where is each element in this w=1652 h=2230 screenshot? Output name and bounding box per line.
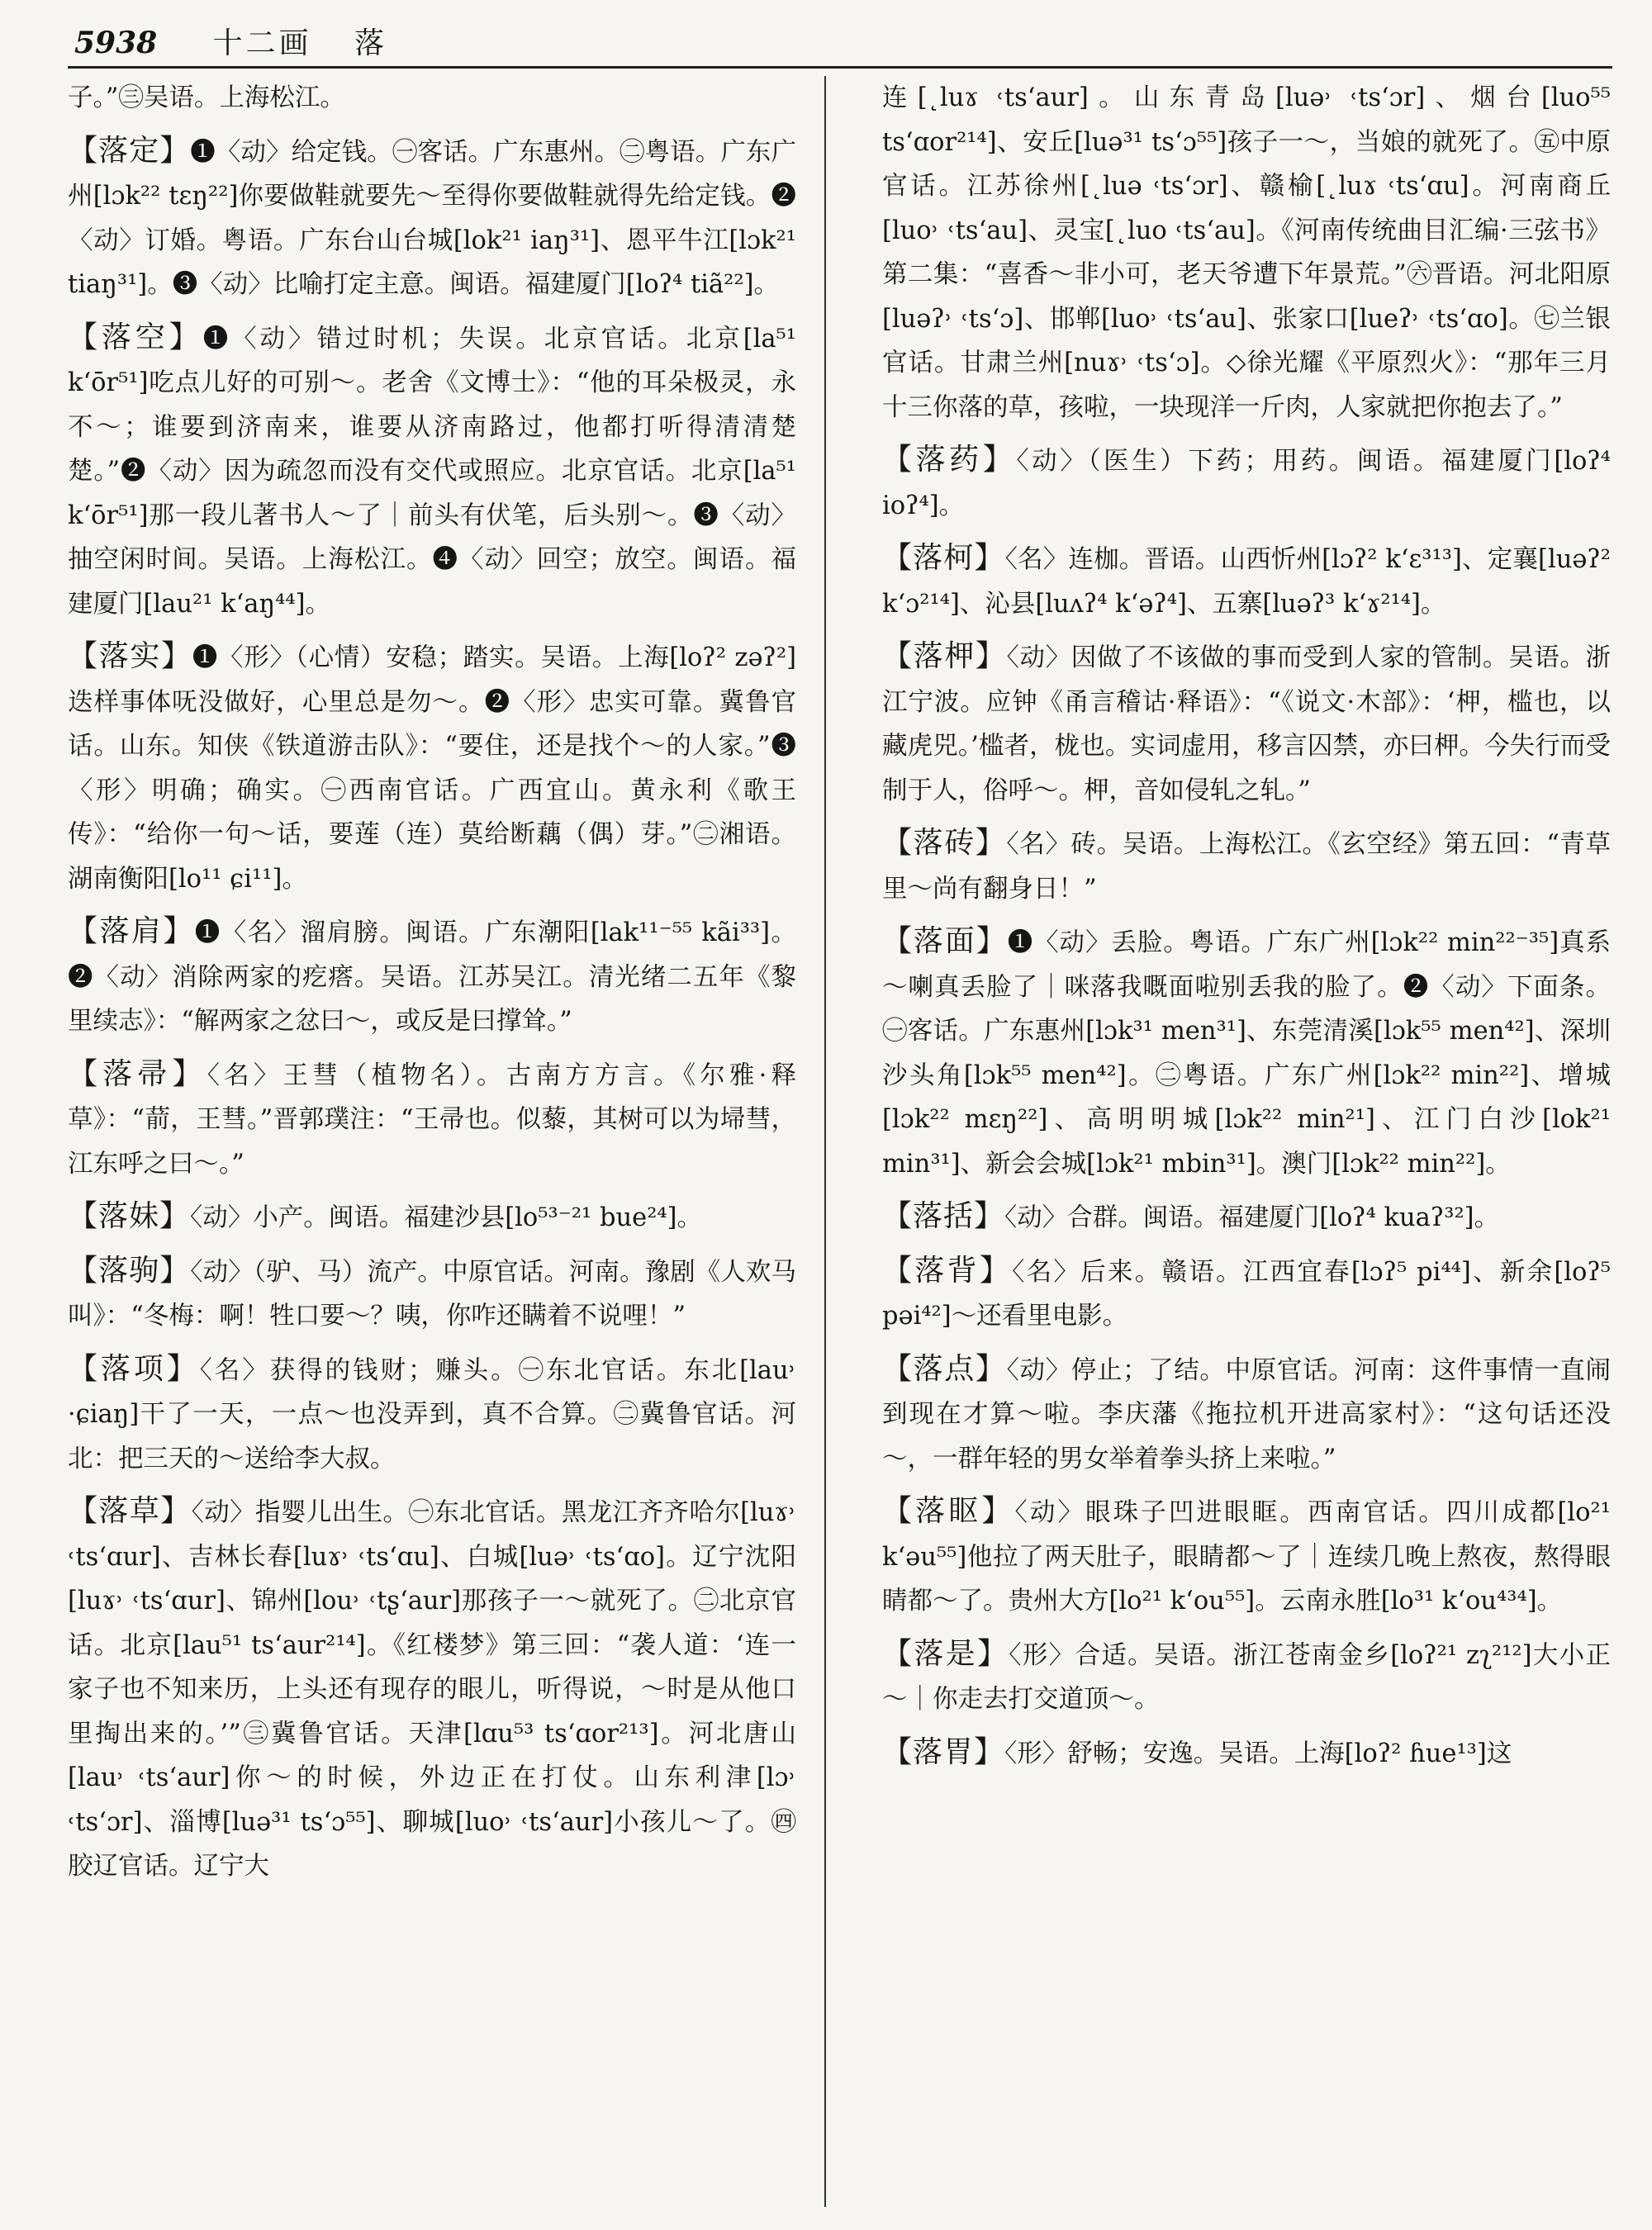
dictionary-entry (882, 1194, 1611, 1241)
dictionary-entry (882, 1249, 1611, 1339)
dictionary-entry (882, 1489, 1611, 1624)
entry-definition: ❶〈动〉丢脸。粤语。广东广州[lɔk²² min²²⁻³⁵]真系～喇真丢脸了｜咪落我嘅面啦别丢我的脸了。❷〈动〉下面条。㊀客话。广东惠州[lɔk³¹ men³¹]、东莞清溪[lɔk⁵⁵ men⁴²]、深圳沙头角[lɔk⁵⁵ men⁴²]。㊁粤语。广东广州[lɔk²² min²²]、增城[lɔk²² mɛŋ²²]、高明明城[lɔk²² min²¹]、江门白沙[lok²¹ min³¹]、新会会城[lɔk²¹ mbin³¹]。澳门[lɔk²² min²²]。 (882, 928, 1611, 1179)
entry-definition: 〈形〉合适。吴语。浙江苍南金乡[loʔ²¹ zʅ²¹²]大小正～｜你走去打交道顶～。 (882, 1640, 1611, 1714)
entry-headword: 【落面】 (882, 924, 1008, 958)
entry-headword: 【落药】 (882, 443, 1017, 477)
dictionary-entry (68, 1052, 796, 1187)
entry-headword: 【落砖】 (882, 826, 1007, 860)
dictionary-entry (882, 821, 1611, 911)
dictionary-entry (68, 316, 796, 627)
dictionary-entry (882, 919, 1611, 1186)
entry-headword: 【落柙】 (882, 639, 1007, 673)
entry-headword: 【落是】 (882, 1636, 1009, 1671)
entry-headword: 【落柯】 (882, 541, 1005, 575)
entry-definition: 〈动〉小产。闽语。福建沙县[lo⁵³⁻²¹ bue²⁴]。 (190, 1203, 703, 1232)
entry-definition: 〈动〉眼珠子凹进眼眶。西南官话。四川成都[lo²¹ k‘əu⁵⁵]他拉了两天肚子，眼睛都～了｜连续几晚上熬夜，熬得眼睛都～了。贵州大方[lo²¹ k‘ou⁵⁵]。云南永胜[lo³¹ k‘ou⁴³⁴]。 (882, 1498, 1611, 1616)
stroke-section: 十二画 (212, 26, 312, 60)
entry-headword: 【落实】 (68, 639, 192, 673)
entry-definition: 〈动〉（医生）下药；用药。闽语。福建厦门[loʔ⁴ ioʔ⁴]。 (882, 447, 1611, 520)
entry-definition: 〈名〉砖。吴语。上海松江。《玄空经》第五回：“青草里～尚有翻身日！” (882, 830, 1611, 904)
column-divider (824, 76, 826, 2207)
entry-headword: 【落项】 (68, 1351, 200, 1386)
dictionary-entry (882, 536, 1611, 626)
entry-headword: 【落帚】 (68, 1056, 207, 1091)
entry-headword: 【落眍】 (882, 1494, 1015, 1528)
entry-headword: 【落胃】 (882, 1734, 1005, 1769)
dictionary-entry (68, 1194, 796, 1241)
entry-definition: 〈动〉指婴儿出生。㊀东北官话。黑龙江齐齐哈尔[luɤ˒ ˓ts‘ɑur]、吉林长春[luɤ˒ ˓ts‘ɑu]、白城[luə˒ ˓ts‘ɑo]。辽宁沈阳[luɤ˒ ˓ts‘ɑur]、锦州[lou˒ ˓tʂ‘aur]那孩子一～就死了。㊁北京官话。北京[lau⁵¹ ts‘aur²¹⁴]。《红楼梦》第三回：“袭人道：‘连一家子也不知来历，上头还有现存的眼儿，听得说，～时是从他口里掏出来的。’”㊂冀鲁官话。天津[lɑu⁵³ ts‘ɑor²¹³]。河北唐山[lau˒ ˓ts‘aur]你～的时候，外边正在打仗。山东利津[lɔ˒ ˓ts‘ɔr]、淄博[luə³¹ ts‘ɔ⁵⁵]、聊城[luo˒ ˓ts‘aur]小孩儿～了。㊃胶辽官话。辽宁大 (68, 1498, 796, 1881)
page-header (74, 21, 1611, 64)
header-rule (68, 66, 1612, 69)
dictionary-entry (882, 76, 1611, 429)
entry-definition: 〈动〉停止；了结。中原官话。河南：这件事情一直闹到现在才算～啦。李庆藩《拖拉机开进高家村》：“这句话还没～，一群年轻的男女举着拳头挤上来啦。” (882, 1355, 1611, 1473)
dictionary-entry (68, 76, 796, 121)
dictionary-entry (68, 1347, 796, 1482)
entry-headword: 【落肩】 (68, 914, 195, 948)
entry-definition: 连[˛luɤ ˓ts‘aur]。山东青岛[luə˒ ˓ts‘ɔr]、烟台[luo⁵⁵ ts‘ɑor²¹⁴]、安丘[luə³¹ ts‘ɔ⁵⁵]孩子一～，当娘的就死了。㊄中原官话。江苏徐州[˛luə ˓ts‘ɔr]、赣榆[˛luɤ ˓ts‘ɑu]。河南商丘[luo˒ ˓ts‘au]、灵宝[˛luo ˓ts‘au]。《河南传统曲目汇编·三弦书》第二集：“喜香～非小可，老天爷遭下年景荒。”㊅晋语。河北阳原[luəʔ˒ ˓ts‘ɔ]、邯郸[luo˒ ˓ts‘au]、张家口[lueʔ˒ ˓ts‘ɑo]。㊆兰银官话。甘肃兰州[nuɤ˒ ˓ts‘ɔ]。◇徐光耀《平原烈火》：“那年三月十三你落的草，孩啦，一块现洋一斤肉，人家就把你抱去了。” (882, 83, 1611, 422)
dictionary-entry (68, 1489, 796, 1889)
dictionary-entry (68, 1249, 796, 1339)
dictionary-entry (882, 438, 1611, 528)
entry-definition: 〈动〉因做了不该做的事而受到人家的管制。吴语。浙江宁波。应钟《甬言稽诂·释语》：“《说文·木部》：‘柙，槛也，以藏虎兕。’槛者，栊也。实词虚用，移言囚禁，亦曰柙。今失行而受制于人，俗呼～。柙，音如侵轧之轧。” (882, 643, 1611, 805)
entry-definition: ❶〈名〉溜肩膀。闽语。广东潮阳[lak¹¹⁻⁵⁵ kãi³³]。❷〈动〉消除两家的疙瘩。吴语。江苏吴江。清光绪二五年《黎里续志》：“解两家之忿曰～，或反是曰撑耸。” (68, 918, 796, 1036)
entry-headword: 【落驹】 (68, 1253, 191, 1288)
entry-definition: 〈名〉连枷。晋语。山西忻州[lɔʔ² k‘ɛ³¹³]、定襄[luəʔ² k‘ɔ²¹⁴]、沁县[luʌʔ⁴ k‘əʔ⁴]、五寨[luəʔ³ k‘ɤ²¹⁴]。 (882, 545, 1611, 619)
dictionary-entry (68, 909, 796, 1044)
header-character: 落 (354, 26, 385, 60)
entry-definition: 〈名〉王彗（植物名）。古南方方言。《尔雅·释草》：“葥，王彗。”晋郭璞注：“王帚也。似藜，其树可以为埽彗，江东呼之曰～。” (68, 1060, 796, 1179)
dictionary-entry (882, 1632, 1611, 1722)
entry-headword: 【落定】 (68, 133, 191, 168)
entry-definition: 子。”㊂吴语。上海松江。 (68, 83, 345, 112)
dictionary-entry (882, 1347, 1611, 1482)
dictionary-entry (882, 1730, 1611, 1777)
entry-headword: 【落妹】 (68, 1199, 191, 1233)
entry-definition: 〈动〉（驴、马）流产。中原官话。河南。豫剧《人欢马叫》：“冬梅：啊！牲口要～？咦，你咋还瞒着不说哩！” (68, 1257, 796, 1331)
entry-definition: ❶〈形〉（心情）安稳；踏实。吴语。上海[loʔ² zəʔ²]迭样事体呒没做好，心里总是勿～。❷〈形〉忠实可靠。冀鲁官话。山东。知侠《铁道游击队》：“要住，还是找个～的人家。”❸〈形〉明确；确实。㊀西南官话。广西宜山。黄永利《歌王传》：“给你一句～话，要莲（连）莫给断藕（偶）芽。”㊁湘语。湖南衡阳[lo¹¹ ɕi¹¹]。 (68, 643, 796, 894)
entry-headword: 【落点】 (882, 1351, 1007, 1386)
left-column (68, 76, 796, 2215)
entry-definition: 〈形〉舒畅；安逸。吴语。上海[loʔ² ɦue¹³]这 (1004, 1739, 1512, 1768)
entry-headword: 【落草】 (68, 1494, 192, 1528)
entry-headword: 【落背】 (882, 1253, 1013, 1288)
dictionary-entry (882, 634, 1611, 813)
entry-definition: 〈动〉合群。闽语。福建厦门[loʔ⁴ kuaʔ³²]。 (1004, 1203, 1500, 1232)
entry-definition: 〈名〉获得的钱财；赚头。㊀东北官话。东北[lau˒ ·ɕiaŋ]干了一天，一点～也没弄到，真不合算。㊁冀鲁官话。河北：把三天的～送给李大叔。 (68, 1355, 796, 1473)
page-number: 5938 (74, 26, 158, 60)
entry-headword: 【落空】 (68, 320, 203, 354)
entry-definition: ❶〈动〉错过时机；失误。北京官话。北京[la⁵¹ k‘ōr⁵¹]吃点儿好的可别～。老舍《文博士》：“他的耳朵极灵，永不～；谁要到济南来，谁要从济南路过，他都打听得清清楚楚。”❷〈动〉因为疏忽而没有交代或照应。北京官话。北京[la⁵¹ k‘ōr⁵¹]那一段儿著书人～了｜前头有伏笔，后头别～。❸〈动〉抽空闲时间。吴语。上海松江。❹〈动〉回空；放空。闽语。福建厦门[lau²¹ k‘aŋ⁴⁴]。 (68, 324, 796, 619)
entry-headword: 【落括】 (882, 1199, 1005, 1233)
dictionary-entry (68, 129, 796, 307)
entry-definition: 〈名〉后来。赣语。江西宜春[lɔʔ⁵ pi⁴⁴]、新余[loʔ⁵ pəi⁴²]～还看里电影。 (882, 1257, 1611, 1331)
dictionary-entry (68, 634, 796, 901)
right-column (882, 76, 1611, 2215)
entry-definition: ❶〈动〉给定钱。㊀客话。广东惠州。㊁粤语。广东广州[lɔk²² tɛŋ²²]你要做鞋就要先～至得你要做鞋就得先给定钱。❷〈动〉订婚。粤语。广东台山台城[lok²¹ iaŋ³¹]、恩平牛江[lɔk²¹ tiaŋ³¹]。❸〈动〉比喻打定主意。闽语。福建厦门[loʔ⁴ tiã²²]。 (68, 137, 796, 299)
